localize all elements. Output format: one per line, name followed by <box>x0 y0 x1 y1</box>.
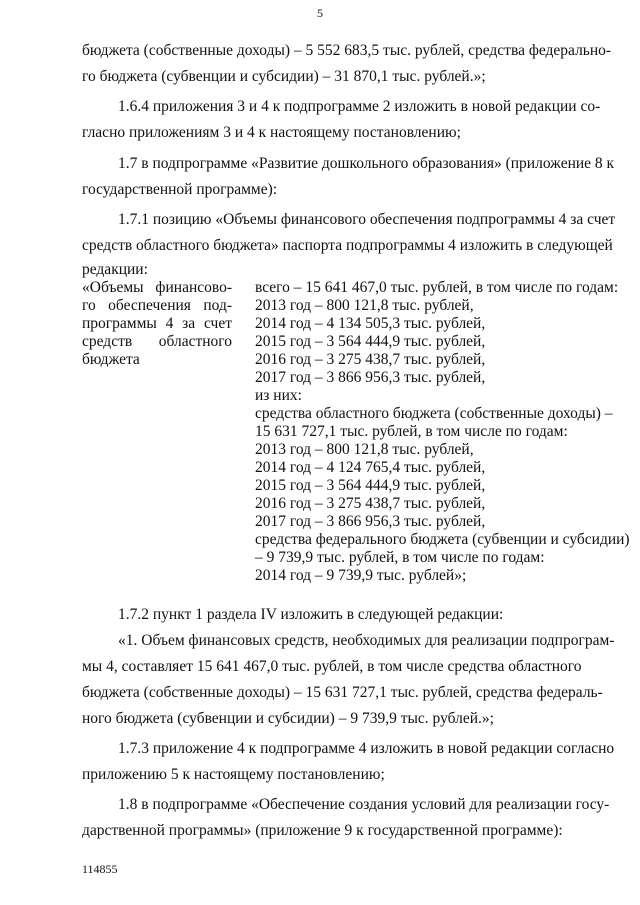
text-line: государственной программе): <box>82 181 278 198</box>
text-line: приложению 5 к настоящему постановлению; <box>82 766 385 783</box>
table-right-line: 2014 год – 9 739,9 тыс. рублей»; <box>255 567 467 584</box>
text-line: 1.8 в подпрограмме «Обеспечение создания условий для реализации госу- <box>118 796 610 813</box>
text-line: бюджета (собственные доходы) – 15 631 727,1 тыс. рублей, средства федераль- <box>82 684 603 701</box>
text-line: бюджета (собственные доходы) – 5 552 683,5 тыс. рублей, средства федерально- <box>82 42 612 59</box>
text-line: ного бюджета (субвенции и субсидии) – 9 739,9 тыс. рублей.»; <box>82 710 494 727</box>
text-line: 1.7.1 позицию «Объемы финансового обеспечения подпрограммы 4 за счет <box>118 211 616 228</box>
table-right-line: средства областного бюджета (собственные доходы) – <box>255 405 613 422</box>
text-line: редакции: <box>82 261 148 278</box>
table-right-line: 2014 год – 4 134 505,3 тыс. рублей, <box>255 315 486 332</box>
table-right-line: 2014 год – 4 124 765,4 тыс. рублей, <box>255 459 486 476</box>
table-right-line: 2015 год – 3 564 444,9 тыс. рублей, <box>255 333 486 350</box>
table-right-line: 15 631 727,1 тыс. рублей, в том числе по годам: <box>255 423 568 440</box>
table-right-line: 2016 год – 3 275 438,7 тыс. рублей, <box>255 351 486 368</box>
table-right-line: – 9 739,9 тыс. рублей, в том числе по годам: <box>255 549 545 566</box>
text-line: средств областного бюджета» паспорта подпрограммы 4 изложить в следующей <box>82 237 613 254</box>
text-line: дарственной программы» (приложение 9 к государственной программе): <box>82 822 563 839</box>
text-line: гласно приложениям 3 и 4 к настоящему постановлению; <box>82 124 461 141</box>
text-line: го бюджета (субвенции и субсидии) – 31 870,1 тыс. рублей.»; <box>82 68 486 85</box>
table-right-line: средства федерального бюджета (субвенции и субсидии) <box>255 531 630 548</box>
table-right-line: 2017 год – 3 866 956,3 тыс. рублей, <box>255 369 486 386</box>
table-right-line: 2017 год – 3 866 956,3 тыс. рублей, <box>255 513 486 530</box>
table-left-line: средств областного <box>82 333 232 350</box>
table-left-line: программы 4 за счет <box>82 315 232 332</box>
text-line: «1. Объем финансовых средств, необходимых для реализации подпрограм- <box>118 632 615 649</box>
text-line: мы 4, составляет 15 641 467,0 тыс. рублей, в том числе средства областного <box>82 658 582 675</box>
text-line: 1.6.4 приложения 3 и 4 к подпрограмме 2 изложить в новой редакции со- <box>118 98 601 115</box>
table-right-line: всего – 15 641 467,0 тыс. рублей, в том числе по годам: <box>255 279 619 296</box>
table-right-line: из них: <box>255 387 302 404</box>
text-line: 1.7.2 пункт 1 раздела IV изложить в следующей редакции: <box>118 606 504 623</box>
table-right-line: 2013 год – 800 121,8 тыс. рублей, <box>255 441 474 458</box>
table-right-line: 2013 год – 800 121,8 тыс. рублей, <box>255 297 474 314</box>
table-left-line: го обеспечения под- <box>82 297 232 314</box>
text-line: 1.7.3 приложение 4 к подпрограмме 4 изложить в новой редакции согласно <box>118 740 615 757</box>
text-line: 1.7 в подпрограмме «Развитие дошкольного образования» (приложение 8 к <box>118 155 615 172</box>
document-code: 114855 <box>82 862 118 876</box>
table-right-line: 2016 год – 3 275 438,7 тыс. рублей, <box>255 495 486 512</box>
table-left-line: бюджета <box>82 351 140 368</box>
table-right-line: 2015 год – 3 564 444,9 тыс. рублей, <box>255 477 486 494</box>
table-left-line: «Объемы финансово- <box>82 279 232 296</box>
page-number: 5 <box>317 6 323 20</box>
